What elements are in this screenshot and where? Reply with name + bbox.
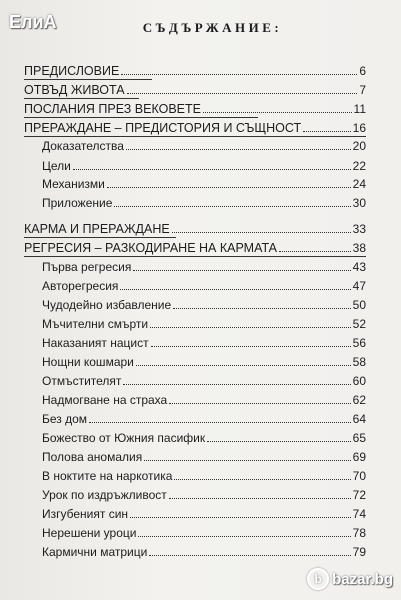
- toc-dot-leader: [130, 517, 351, 518]
- toc-entry-label: РЕГРЕСИЯ – РАЗКОДИРАНЕ НА КАРМАТА: [24, 241, 278, 255]
- bazar-logo-icon: b: [307, 568, 329, 590]
- toc-entry-label: Нерешени уроци: [42, 526, 137, 540]
- toc-entry: [42, 137, 366, 153]
- toc-dot-leader: [121, 74, 357, 75]
- toc-entry-page-number: 11: [353, 102, 366, 116]
- toc-entry: [42, 296, 366, 312]
- toc-dot-leader: [114, 206, 350, 207]
- toc-entry: [24, 239, 366, 255]
- toc-entry-label: Цели: [42, 159, 71, 173]
- toc-entry: [42, 194, 366, 210]
- toc-entry: [42, 524, 366, 540]
- toc-entry-label: ПРЕРАЖДАНЕ – ПРЕДИСТОРИЯ И СЪЩНОСТ: [24, 121, 302, 135]
- bazar-logo-text: bazar.bg: [332, 570, 393, 588]
- toc-dot-leader: [126, 149, 351, 150]
- toc-entry-label: Урок по издръжливост: [42, 488, 167, 502]
- toc-entry: [42, 175, 366, 191]
- toc-entry: [42, 429, 366, 445]
- toc-entry-label: Кармични матрици: [42, 545, 148, 559]
- toc-entry: [42, 258, 366, 274]
- toc-entry: [24, 220, 366, 236]
- toc-entry: [42, 157, 366, 173]
- toc-dot-leader: [207, 441, 351, 442]
- toc-entry: [24, 100, 366, 116]
- toc-entry: [42, 391, 366, 407]
- toc-entry-page-number: 74: [352, 507, 366, 521]
- toc-entry-page-number: 56: [352, 336, 366, 350]
- toc-entry-label: В ноктите на наркотика: [42, 469, 173, 483]
- toc-entry: [42, 277, 366, 293]
- toc-dot-leader: [172, 232, 351, 233]
- toc-entry-label: Надмогване на страха: [42, 393, 168, 407]
- toc-entry-page-number: 7: [359, 83, 366, 97]
- toc-entry: [42, 315, 366, 331]
- toc-dot-leader: [127, 93, 358, 94]
- toc-entry: [42, 505, 366, 521]
- toc-entry-label: Първа регресия: [42, 260, 132, 274]
- toc-entry-page-number: 64: [352, 412, 366, 426]
- toc-entry-label: Наказаният нацист: [42, 336, 149, 350]
- toc-entry-label: Доказателства: [42, 139, 124, 153]
- toc-dot-leader: [149, 555, 350, 556]
- toc-entry-page-number: 43: [352, 260, 366, 274]
- toc-entry: [24, 119, 366, 135]
- toc-dot-leader: [174, 479, 350, 480]
- toc-entry: [42, 372, 366, 388]
- toc-entry-page-number: 52: [352, 317, 366, 331]
- toc-entry-label: КАРМА И ПРЕРАЖДАНЕ: [24, 222, 170, 236]
- toc-entry-page-number: 6: [359, 64, 366, 78]
- toc-entry-page-number: 79: [352, 545, 366, 559]
- toc-entry-page-number: 50: [352, 298, 366, 312]
- toc-entry-underline: [24, 98, 139, 99]
- toc-dot-leader: [173, 308, 350, 309]
- toc-entry-page-number: 60: [352, 374, 366, 388]
- toc-entry-page-number: 70: [352, 469, 366, 483]
- watermark-elia-logo: ЕлиА: [9, 12, 57, 32]
- toc-entry-label: Мъчителни смърти: [42, 317, 149, 331]
- toc-dot-leader: [138, 536, 350, 537]
- toc-dot-leader: [133, 270, 350, 271]
- toc-entry: [24, 81, 366, 97]
- toc-entry-label: ПРЕДИСЛОВИЕ: [24, 64, 120, 78]
- toc-entry: [24, 62, 366, 78]
- toc-entry-underline: [24, 256, 366, 257]
- toc-entry-label: Изгубеният син: [42, 507, 129, 521]
- watermark-bazar-logo: [307, 568, 393, 590]
- toc-entry-label: Авторегресия: [42, 279, 119, 293]
- toc-entry-page-number: 16: [352, 121, 366, 135]
- toc-entry-page-number: 78: [352, 526, 366, 540]
- toc-entry-page-number: 38: [352, 241, 366, 255]
- toc-entry-page-number: 72: [352, 488, 366, 502]
- toc-entry-page-number: 69: [352, 450, 366, 464]
- page-title: СЪДЪРЖАНИЕ:: [142, 20, 283, 35]
- toc-entry-label: Божество от Южния пасифик: [42, 431, 206, 445]
- toc-entry-page-number: 33: [352, 222, 366, 236]
- toc-entry-underline: [24, 237, 176, 238]
- toc-entry-label: ПОСЛАНИЯ ПРЕЗ ВЕКОВЕТЕ: [24, 102, 201, 116]
- toc-entry: [42, 486, 366, 502]
- toc-dot-leader: [136, 365, 351, 366]
- toc-entry-label: ОТВЪД ЖИВОТА: [24, 83, 125, 97]
- toc-entry-underline: [24, 117, 258, 118]
- toc-entry-label: Приложение: [42, 196, 113, 210]
- toc-entry-label: Нощни кошмари: [42, 355, 134, 369]
- toc-entry-page-number: 62: [352, 393, 366, 407]
- toc-dot-leader: [203, 112, 352, 113]
- toc-entry-page-number: 20: [352, 139, 366, 153]
- toc-entry: [42, 410, 366, 426]
- toc-dot-leader: [150, 327, 351, 328]
- toc-dot-leader: [107, 187, 351, 188]
- toc-entry: [42, 467, 366, 483]
- toc-entry-label: Механизми: [42, 177, 105, 191]
- toc-entry-label: Полова аномалия: [42, 450, 143, 464]
- toc-entry-page-number: 22: [352, 159, 366, 173]
- toc-entry-page-number: 58: [352, 355, 366, 369]
- toc-entry: [42, 334, 366, 350]
- toc-entry-label: Отмъстителят: [42, 374, 122, 388]
- toc-dot-leader: [144, 460, 350, 461]
- toc-dot-leader: [303, 131, 351, 132]
- toc-dot-leader: [169, 403, 350, 404]
- toc-entry: [42, 353, 366, 369]
- toc-dot-leader: [73, 169, 351, 170]
- toc-entry-page-number: 24: [352, 177, 366, 191]
- toc-entry-underline: [24, 79, 152, 80]
- toc-dot-leader: [169, 498, 351, 499]
- toc-dot-leader: [120, 289, 350, 290]
- toc-entry: [42, 543, 366, 559]
- toc-dot-leader: [151, 346, 351, 347]
- toc-dot-leader: [123, 384, 350, 385]
- toc-entry-label: Чудодейно избавление: [42, 298, 172, 312]
- toc-entry-page-number: 65: [352, 431, 366, 445]
- toc-entry-page-number: 47: [352, 279, 366, 293]
- toc-entry: [42, 448, 366, 464]
- toc-entry-page-number: 30: [352, 196, 366, 210]
- toc-entry-label: Без дом: [42, 412, 88, 426]
- toc-dot-leader: [89, 422, 351, 423]
- toc-dot-leader: [279, 251, 351, 252]
